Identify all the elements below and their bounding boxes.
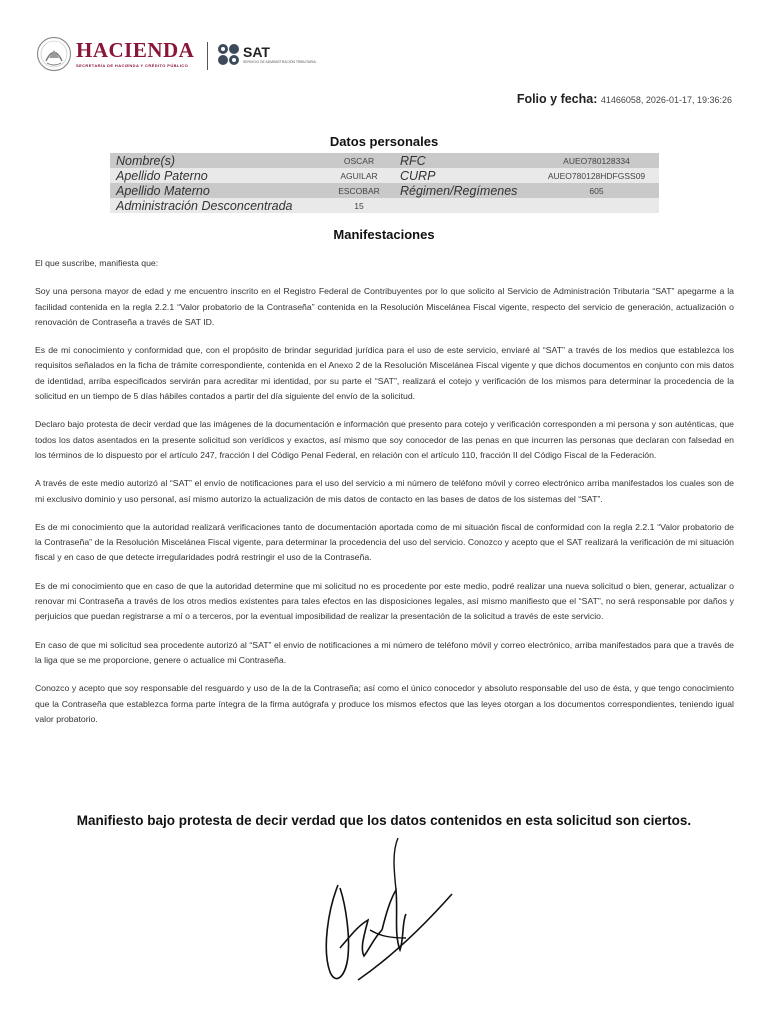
sat-logo-icon <box>217 43 241 67</box>
signature-icon <box>310 830 470 990</box>
table-row <box>110 168 659 183</box>
paragraph: Conozco y acepto que soy responsable del resguardo y uso de la de la Contraseña; así como el único conocedor y absoluto responsable del uso de ésta, y que tengo conocimiento que la Contraseña que establezca forma parte íntegra de la firma autógrafa y produce los mismos efectos que las leyes otorgan a los documentos correspondientes, teniendo igual valor probatorio. <box>35 683 734 724</box>
field-label: Administración Desconcentrada <box>110 198 324 213</box>
field-value: 15 <box>324 198 394 213</box>
folio-line <box>517 92 732 106</box>
field-value <box>534 198 659 213</box>
field-value: AUEO780128334 <box>534 153 659 168</box>
field-label: Régimen/Regímenes <box>394 183 534 198</box>
personal-data-table <box>110 153 659 213</box>
field-label: RFC <box>394 153 534 168</box>
hacienda-subtitle: SECRETARÍA DE HACIENDA Y CRÉDITO PÚBLICO <box>76 63 189 68</box>
field-label: Apellido Paterno <box>110 168 324 183</box>
sat-subtitle: SERVICIO DE ADMINISTRACIÓN TRIBUTARIA <box>243 60 316 64</box>
field-label: Nombre(s) <box>110 153 324 168</box>
folio-label: Folio y fecha: <box>516 92 598 106</box>
paragraph: Declaro bajo protesta de decir verdad que las imágenes de la documentación e información que presento para cotejo y verificación corresponden a mi persona y son auténticas, que todos los datos asentados en la presente solicitud son verídicos y exactos, así mismo que soy conocedor de las penas en que incurren las personas que declaran con falsedad en los términos de lo dispuesto por el artículo 247, fracción I del Código Penal Federal, en relación con el artículo 110, fracción II del Código Fiscal de la Federación. <box>35 419 734 460</box>
field-label: Apellido Materno <box>110 183 324 198</box>
paragraph: A través de este medio autorizó al “SAT” el envío de notificaciones para el uso del servicio a mi número de teléfono móvil y correo electrónico arriba manifestados los cuales son de mi exclusivo dominio y uso personal, así mismo autorizo la actualización de mis datos de contacto en las bases de datos de los sistemas del “SAT”. <box>35 478 734 504</box>
paragraph: Soy una persona mayor de edad y me encuentro inscrito en el Registro Federal de Contribuyentes por lo que solicito al Servicio de Administración Tributaria “SAT” apegarme a la facilidad contenida en la regla 2.2.1 “Valor probatorio de la Contraseña” contenida en la Resolución Miscelánea Fiscal vigente, respecto del servicio de generación, actualización o renovación de Contraseña a través de SAT ID. <box>35 286 734 327</box>
paragraph: El que suscribe, manifiesta que: <box>35 258 159 268</box>
manifestaciones-title: Manifestaciones <box>333 227 435 242</box>
mexico-seal-icon <box>36 36 72 72</box>
sat-title: SAT <box>243 44 270 60</box>
field-value: AGUILAR <box>324 168 394 183</box>
declaration-statement: Manifiesto bajo protesta de decir verdad que los datos contenidos en esta solicitud son ciertos. <box>76 813 692 828</box>
field-value: AUEO780128HDFGSS09 <box>534 168 659 183</box>
document-header <box>36 36 736 76</box>
field-value: ESCOBAR <box>324 183 394 198</box>
table-row <box>110 183 659 198</box>
field-label: CURP <box>394 168 534 183</box>
folio-value: 41466058, 2026-01-17, 19:36:26 <box>600 95 732 105</box>
manifestaciones-body <box>35 256 734 740</box>
table-row <box>110 198 659 213</box>
personal-data-title: Datos personales <box>329 134 439 149</box>
hacienda-title: HACIENDA <box>76 38 195 62</box>
table-row <box>110 153 659 168</box>
field-value: 605 <box>534 183 659 198</box>
paragraph: Es de mi conocimiento y conformidad que, con el propósito de brindar seguridad jurídica para el uso de este servicio, enviaré al “SAT” a través de los medios que establezca los requisitos señalados en la ficha de trámite correspondiente, contenida en el Anexo 2 de la Resolución Miscelánea Fiscal vigente y que dichos documentos en conjunto con mis datos de identidad, arriba especificados servirán para acreditar mi identidad, por su parte el “SAT”, realizará el cotejo y verificación de los mismos para determinar la procedencia de la solicitud en un tiempo de 5 días hábiles contados a partir del día siguiente del envío de la solicitud. <box>35 345 734 402</box>
paragraph: Es de mi conocimiento que en caso de que la autoridad determine que mi solicitud no es procedente por este medio, podré realizar una nueva solicitud o bien, generar, actualizar o renovar mi Contraseña a través de los otros medios existentes para tales efectos en las disposiciones legales, así mismo manifiesto que el “SAT”, no será responsable por daños y perjuicios que puedan registrarse a mí o a terceros, por la eventual imposibilidad de realizar la presentación de la solicitud a través de este servicio. <box>35 580 734 622</box>
field-value: OSCAR <box>324 153 394 168</box>
header-divider <box>207 42 208 70</box>
field-label <box>394 198 534 213</box>
paragraph: En caso de que mi solicitud sea procedente autorizó al “SAT” el envio de notificaciones a mi número de teléfono móvil y correo electrónico, arriba manifestados para que a través de la liga que se me proporcione, genere o actualice mi Contraseña. <box>35 639 734 665</box>
paragraph: Es de mi conocimiento que la autoridad realizará verificaciones tanto de documentación aportada como de mi situación fiscal de conformidad con la regla 2.2.1 “Valor probatorio de la Contraseña” de la Resolución Miscelánea Fiscal vigente, para determinar la procedencia del uso del servicio. Conozco y acepto que el SAT realizará la verificación de mi situación fiscal y en caso de que detecte irregularidades podrá restringir el uso de la Contraseña. <box>35 521 734 563</box>
